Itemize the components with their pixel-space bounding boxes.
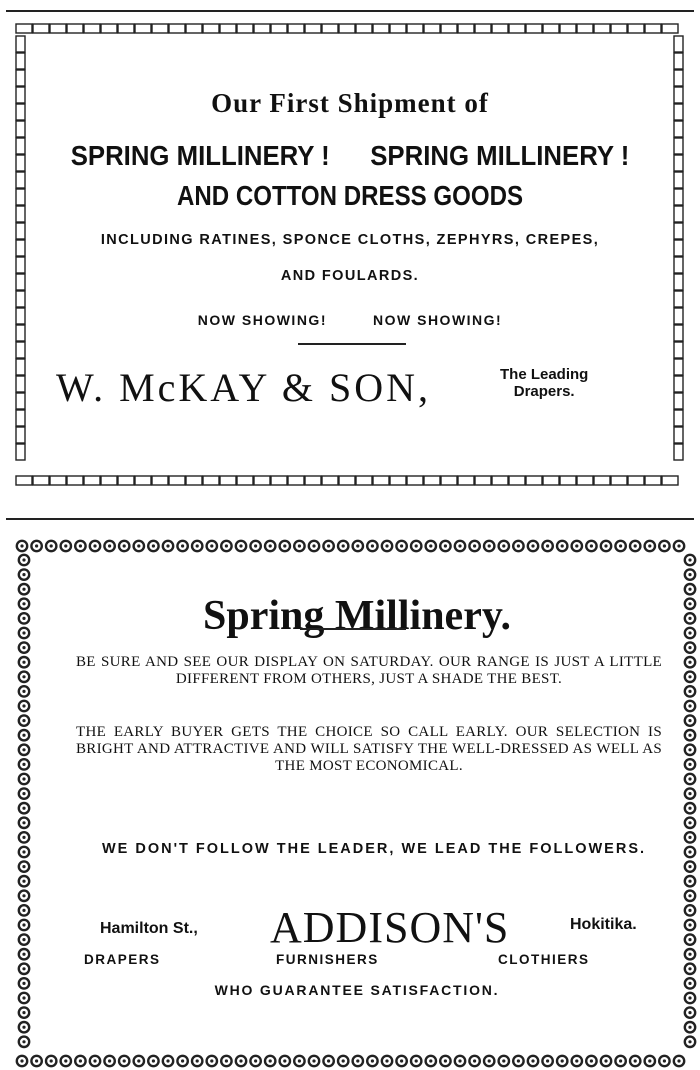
firm-name: W. McKAY & SON, xyxy=(56,365,432,410)
ad-title: Spring Millinery. xyxy=(202,593,512,639)
divider-rule xyxy=(298,343,406,345)
now-showing-left: NOW SHOWING! xyxy=(197,312,327,328)
display-paragraph: BE SURE AND SEE OUR DISPLAY ON SATURDAY. OUR RANGE IS JUST A LITTLE DIFFERENT FROM OTHERS, JUST A SHADE THE BEST. xyxy=(76,654,662,687)
top-column-rule xyxy=(6,10,694,12)
guarantee-line: WHO GUARANTEE SATISFACTION. xyxy=(214,982,500,998)
spring-millinery-right: SPRING MILLINERY ! xyxy=(370,140,630,171)
spring-millinery-left: SPRING MILLINERY ! xyxy=(70,140,330,171)
title-divider xyxy=(300,628,406,630)
middle-column-rule xyxy=(6,518,694,520)
cotton-goods-heading: AND COTTON DRESS GOODS xyxy=(176,180,524,211)
fabric-list: INCLUDING RATINES, SPONCE CLOTHS, ZEPHYRS, CREPES, xyxy=(100,232,600,248)
town-name: Hokitika. xyxy=(570,916,637,933)
tagline-line-2: Drapers. xyxy=(513,383,575,400)
now-showing-right: NOW SHOWING! xyxy=(373,312,503,328)
street-address: Hamilton St., xyxy=(100,920,198,937)
tagline-line-1: The Leading xyxy=(500,366,589,383)
role-drapers: DRAPERS xyxy=(84,952,161,967)
spring-millinery-heading xyxy=(41,140,659,172)
fabric-list-end: AND FOULARDS. xyxy=(280,268,420,284)
firm-name: ADDISON'S xyxy=(270,903,510,952)
role-clothiers: CLOTHIERS xyxy=(498,952,590,967)
mckay-advertisement xyxy=(14,22,686,488)
role-furnishers: FURNISHERS xyxy=(276,952,379,967)
early-buyer-paragraph: THE EARLY BUYER GETS THE CHOICE SO CALL EARLY. OUR SELECTION IS BRIGHT AND ATTRACTIVE AND WILL SATISFY THE WELL-DRESSED AS WELL AS THE MOST ECONOMICAL. xyxy=(76,724,662,774)
firm-tagline xyxy=(500,366,588,400)
headline: Our First Shipment of xyxy=(211,88,489,118)
now-showing xyxy=(14,312,686,328)
motto: WE DON'T FOLLOW THE LEADER, WE LEAD THE FOLLOWERS. xyxy=(101,841,647,857)
addison-advertisement xyxy=(14,536,700,1070)
